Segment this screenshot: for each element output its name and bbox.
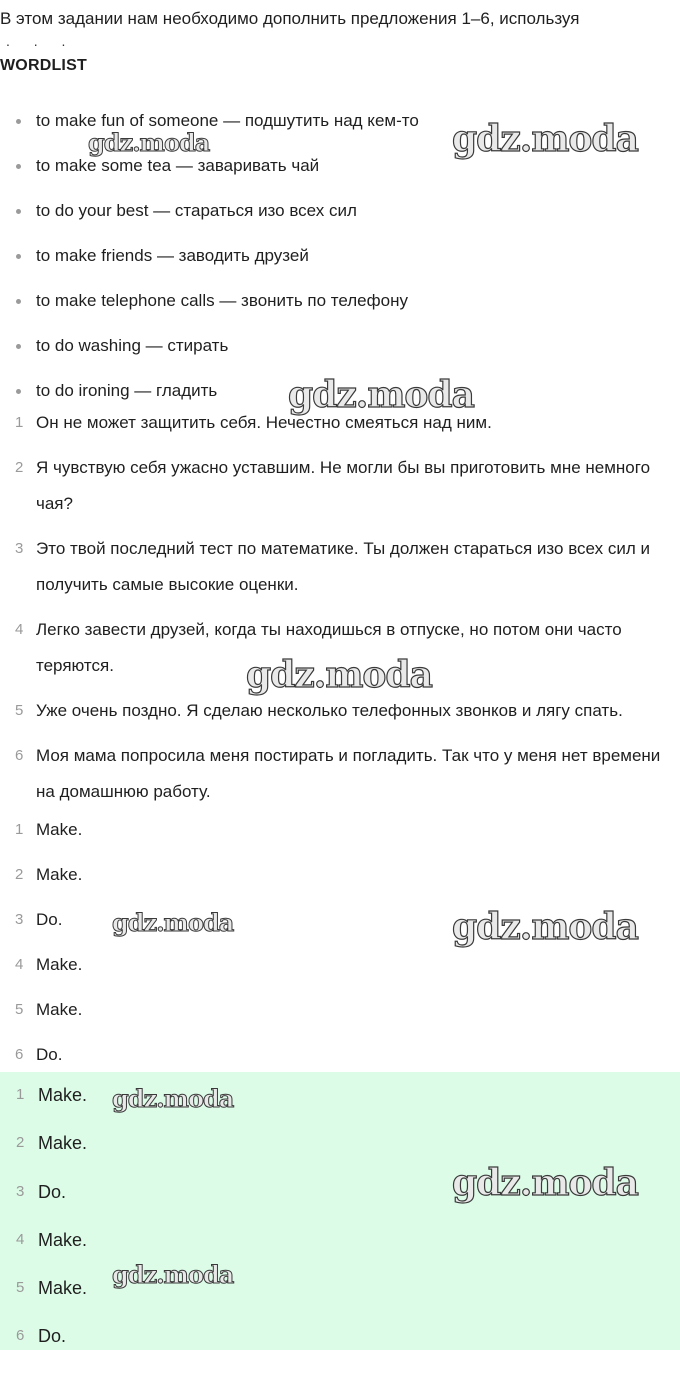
answer-item: 2 Make. <box>0 1125 680 1173</box>
item-number: 1 <box>15 821 24 838</box>
bullet-icon <box>16 299 21 304</box>
bullet-icon <box>16 254 21 259</box>
watermark-logo: gdz.moda <box>452 1162 638 1204</box>
watermark-logo: gdz.moda <box>112 908 234 937</box>
answer-item: 3 Do. <box>0 902 680 947</box>
item-number: 3 <box>16 1182 25 1200</box>
item-number: 2 <box>15 866 24 883</box>
sentence-item: 3 Это твой последний тест по математике. Ты должен стараться изо всех сил и получить самые высокие оценки. <box>0 531 680 603</box>
item-number: 2 <box>15 459 24 476</box>
item-number: 5 <box>16 1279 25 1297</box>
answer-item: 3 Do. <box>0 1174 680 1222</box>
watermark-logo: gdz.moda <box>246 654 432 696</box>
bullet-icon <box>16 209 21 214</box>
bullet-icon <box>16 344 21 349</box>
item-number: 6 <box>15 747 24 764</box>
item-number: 6 <box>16 1327 25 1345</box>
answer-item: 1 Make. <box>0 812 680 857</box>
answer-item: 2 Make. <box>0 857 680 902</box>
intro-text: В этом задании нам необходимо дополнить предложения 1–6, используя <box>0 9 580 28</box>
bullet-icon <box>16 164 21 169</box>
item-number: 3 <box>15 540 24 557</box>
item-number: 4 <box>15 621 24 638</box>
watermark-logo: gdz.moda <box>88 128 210 157</box>
wordlist-item: to make telephone calls — звонить по телефону <box>0 280 680 325</box>
sentence-item: 4 Легко завести друзей, когда ты находишься в отпуске, но потом они часто теряются. <box>0 612 680 684</box>
item-number: 5 <box>15 702 24 719</box>
item-number: 1 <box>15 414 24 431</box>
highlighted-answer-list <box>0 1077 680 1367</box>
highlighted-answer-block <box>0 1072 680 1350</box>
wordlist-item: to do your best — стараться изо всех сил <box>0 190 680 235</box>
wordlist-item: to make fun of someone — подшутить над кем-то <box>0 100 680 145</box>
sentence-item: 1 Он не может защитить себя. Нечестно смеяться над ним. <box>0 405 680 441</box>
item-number: 4 <box>16 1230 25 1248</box>
sentence-item: 5 Уже очень поздно. Я сделаю несколько телефонных звонков и лягу спать. <box>0 693 680 729</box>
watermark-logo: gdz.moda <box>452 906 638 948</box>
item-number: 5 <box>15 1001 24 1018</box>
item-number: 1 <box>16 1086 25 1103</box>
bullet-icon <box>16 389 21 394</box>
wordlist-item: to make friends — заводить друзей <box>0 235 680 280</box>
wordlist-item: to do ironing — гладить <box>0 370 680 415</box>
answer-item: 5 Make. <box>0 1270 680 1318</box>
bullet-icon <box>16 119 21 124</box>
item-number: 4 <box>15 956 24 973</box>
item-number: 6 <box>15 1046 24 1063</box>
item-number: 3 <box>15 911 24 928</box>
answer-item: 6 Do. <box>0 1037 680 1082</box>
watermark-logo: gdz.moda <box>112 1084 234 1113</box>
wordlist-item: to do washing — стирать <box>0 325 680 370</box>
watermark-logo: gdz.moda <box>112 1260 234 1289</box>
answer-item: 4 Make. <box>0 1222 680 1270</box>
item-number: 2 <box>16 1134 25 1152</box>
answer-item: 6 Do. <box>0 1318 680 1366</box>
sentence-item: 2 Я чувствую себя ужасно уставшим. Не могли бы вы приготовить мне немного чая? <box>0 450 680 522</box>
truncated-dots: . . . <box>6 33 76 49</box>
answer-item: 1 Make. <box>0 1077 680 1125</box>
answer-item: 5 Make. <box>0 992 680 1037</box>
watermark-logo: gdz.moda <box>288 374 474 416</box>
answer-item: 4 Make. <box>0 947 680 992</box>
watermark-logo: gdz.moda <box>452 118 638 160</box>
sentence-list <box>0 405 680 810</box>
wordlist-title: WORDLIST <box>0 57 87 74</box>
sentence-item: 6 Моя мама попросила меня постирать и погладить. Так что у меня нет времени на домашнюю работу. <box>0 738 680 810</box>
wordlist-item: to make some tea — заваривать чай <box>0 145 680 190</box>
